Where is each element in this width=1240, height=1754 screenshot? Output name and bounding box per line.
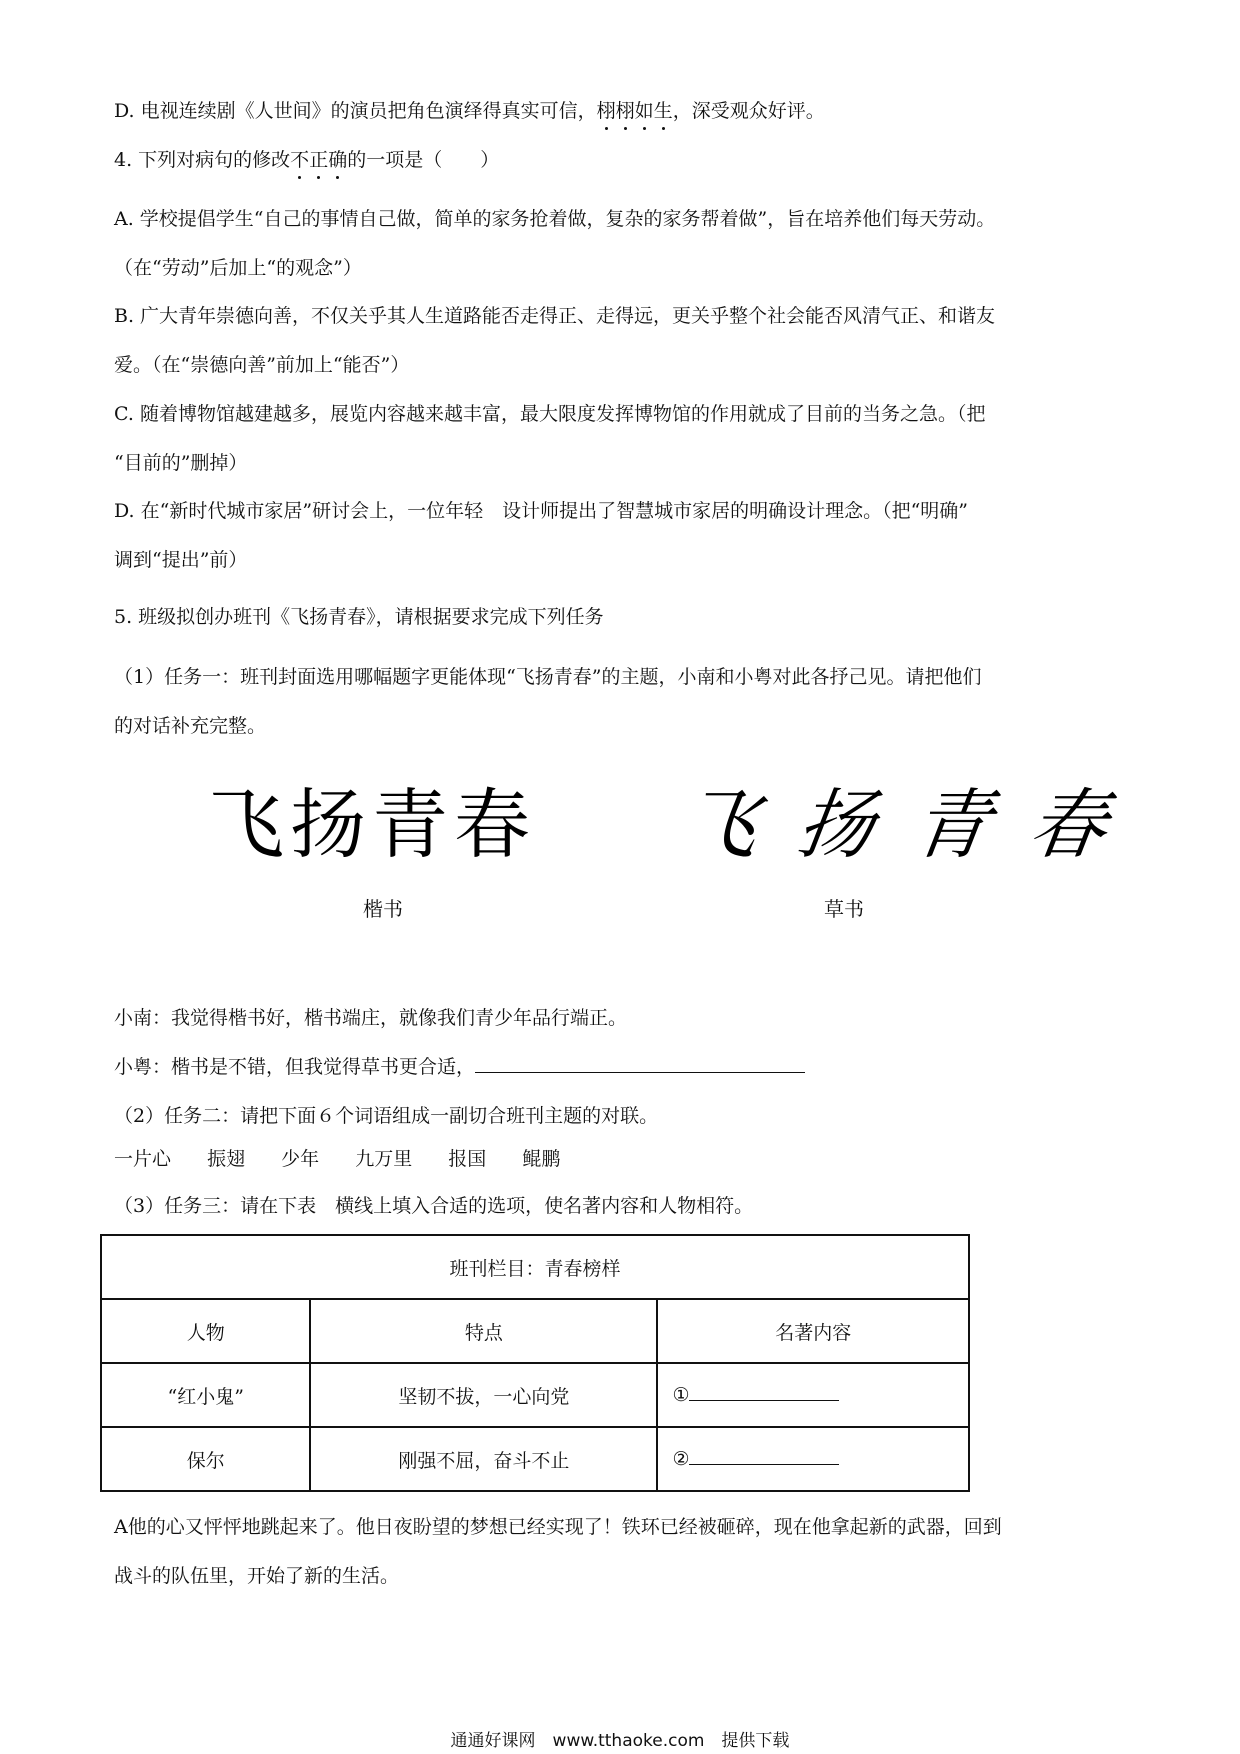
option-a-q4-line2: （在“劳动”后加上“的观念”） <box>114 257 362 279</box>
option-d-q3: D. 电视连续剧《人世间》的演员把角色演绎得真实可信，栩栩如生，深受观众好评。 <box>114 100 825 122</box>
answer-blank[interactable] <box>689 1464 839 1465</box>
dialogue-xiaoyue: 小粤：楷书是不错，但我觉得草书更合适， <box>114 1054 805 1080</box>
emphasis-char: 正 <box>309 149 329 171</box>
passage-line2: 战斗的队伍里，开始了新的生活。 <box>114 1565 400 1587</box>
table-row <box>101 1427 969 1491</box>
header-person: 人物 <box>101 1299 310 1363</box>
cell-trait: 刚强不屈，奋斗不止 <box>310 1427 657 1491</box>
answer-blank[interactable] <box>689 1400 839 1401</box>
emphasis-char: 如 <box>634 100 654 122</box>
option-c-q4-line1: C. 随着博物馆越建越多，展览内容越来越丰富，最大限度发挥博物馆的作用就成了目前的当务之急。（把 <box>114 403 986 425</box>
option-b-q4-line2: 爱。（在“崇德向善”前加上“能否”） <box>114 354 410 376</box>
task-2: （2）任务二：请把下面６个词语组成一副切合班刊主题的对联。 <box>114 1105 659 1127</box>
cell-person: “红小鬼” <box>101 1363 310 1427</box>
kaishu-calligraphy: 飞扬青春 <box>208 780 536 869</box>
dialogue-xiaonan: 小南：我觉得楷书好，楷书端庄，就像我们青少年品行端正。 <box>114 1007 628 1029</box>
word-item: 九万里 <box>355 1148 413 1170</box>
caoshu-calligraphy: 飞扬青春 <box>675 780 1153 869</box>
task-3: （3）任务三：请在下表 横线上填入合适的选项，使名著内容和人物相符。 <box>114 1195 754 1217</box>
cell-content: ① <box>657 1363 969 1427</box>
emphasis-char: 确 <box>328 149 348 171</box>
option-a-q4-line1: A. 学校提倡学生“自己的事情自己做，简单的家务抢着做，复杂的家务帮着做”，旨在培养他们每天劳动。 <box>114 208 996 230</box>
option-c-q4-line2: “目前的”删掉） <box>114 452 248 474</box>
header-content: 名著内容 <box>657 1299 969 1363</box>
option-d-q4-line2: 调到“提出”前） <box>114 549 248 571</box>
passage-line1: A他的心又怦怦地跳起来了。他日夜盼望的梦想已经实现了！铁环已经被砸碎，现在他拿起新的武器，回到 <box>114 1516 1002 1538</box>
task-1-line2: 的对话补充完整。 <box>114 715 267 737</box>
question-5: 5. 班级拟创办班刊《飞扬青春》，请根据要求完成下列任务 <box>114 606 604 628</box>
task-1-line1: （1）任务一：班刊封面选用哪幅题字更能体现“飞扬青春”的主题，小南和小粤对此各抒己见。请把他们 <box>114 666 982 688</box>
word-item: 鲲鹏 <box>522 1148 561 1170</box>
option-b-q4-line1: B. 广大青年崇德向善，不仅关乎其人生道路能否走得正、走得远，更关乎整个社会能否风清气正、和谐友 <box>114 305 996 327</box>
caoshu-label: 草书 <box>824 897 864 921</box>
table-title: 班刊栏目：青春榜样 <box>101 1235 969 1299</box>
cell-content: ② <box>657 1427 969 1491</box>
cell-trait: 坚韧不拔，一心向党 <box>310 1363 657 1427</box>
table-row <box>101 1363 969 1427</box>
answer-blank[interactable] <box>475 1072 805 1073</box>
question-4: 4. 下列对病句的修改不正确的一项是（ ） <box>114 149 500 171</box>
kaishu-label: 楷书 <box>363 897 403 921</box>
header-trait: 特点 <box>310 1299 657 1363</box>
role-model-table <box>100 1234 970 1492</box>
word-item: 少年 <box>281 1148 320 1170</box>
emphasis-char: 栩 <box>596 100 616 122</box>
word-item: 振翅 <box>207 1148 246 1170</box>
cell-person: 保尔 <box>101 1427 310 1491</box>
table-header-row <box>101 1299 969 1363</box>
emphasis-char: 生 <box>653 100 673 122</box>
word-item: 报国 <box>448 1148 487 1170</box>
page-footer: 通通好课网 www.tthaoke.com 提供下载 <box>450 1731 790 1751</box>
emphasis-char: 不 <box>290 149 310 171</box>
option-d-q4-line1: D. 在“新时代城市家居”研讨会上，一位年轻 设计师提出了智慧城市家居的明确设计理念。（把“明确” <box>114 500 968 522</box>
word-list <box>114 1146 590 1172</box>
word-item: 一片心 <box>114 1148 172 1170</box>
emphasis-char: 栩 <box>615 100 635 122</box>
